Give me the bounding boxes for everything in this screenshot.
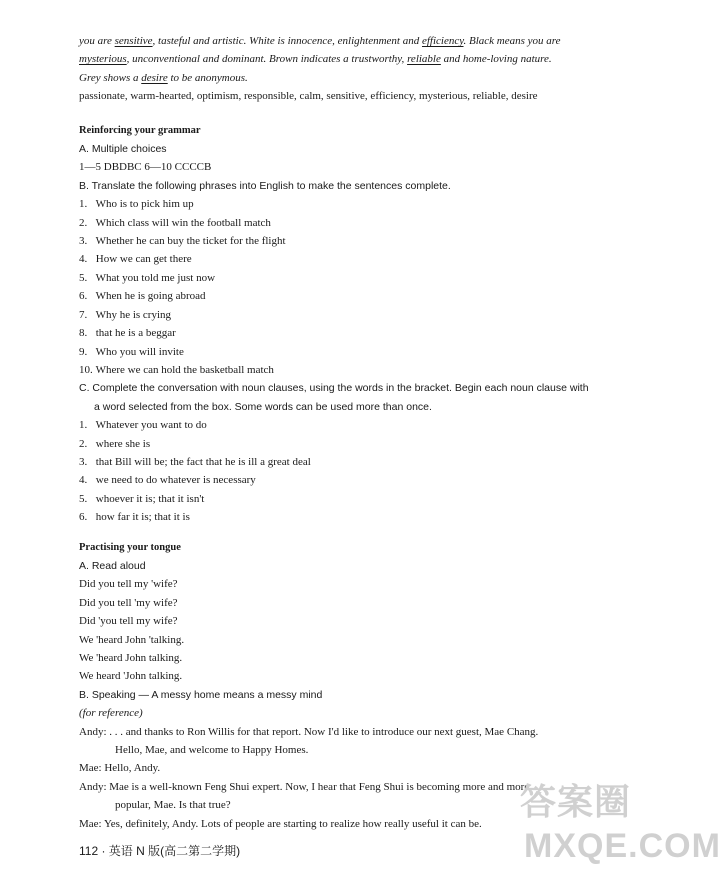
item-text: How we can get there [95,253,192,266]
list-item [79,287,639,305]
list-item [79,195,639,213]
speaking-title: B. Speaking — A messy home means a messy mind [79,688,323,701]
item-text: What you told me just now [95,271,216,284]
page-content [79,32,639,833]
item-text: Whatever you want to do [95,419,207,432]
part-b-title: B. Translate the following phrases into English to make the sentences complete. [79,179,451,192]
page-footer: 112 · 英语 N 版(高二第二学期) [79,844,241,858]
list-item [79,471,639,489]
text: . Black means you are [463,35,561,47]
item-number: 1. [79,198,88,211]
read-aloud-sentence: Did 'you tell my wife? [79,615,178,628]
read-aloud-sentence: We 'heard John 'talking. [79,633,185,646]
part-c-list [79,416,639,526]
read-aloud-sentence: We heard 'John talking. [79,670,183,683]
speech-text: . . . and thanks to Ron Willis for that report. Now I'd like to introduce our next guest, Mae Chang. [106,725,539,738]
speech-continuation: popular, Mae. Is that true? [115,799,231,812]
list-item [79,435,639,453]
item-number: 4. [79,474,88,487]
item-text: where she is [95,437,151,450]
item-number: 9. [79,345,88,358]
list-item [79,490,639,508]
section-heading-grammar: Reinforcing your grammar [79,124,201,136]
item-number: 10. [79,363,93,376]
read-aloud-list [79,575,639,685]
list-item [79,508,639,526]
answer-word: sensitive [114,35,153,47]
dialogue-line [79,723,639,741]
list-item [79,361,639,379]
watermark-logo: 答案圈 [520,781,632,822]
speaker-name: Mae: [79,762,102,775]
item-number: 2. [79,216,88,229]
read-aloud-sentence: Did you tell 'my wife? [79,596,178,609]
read-aloud-title: A. Read aloud [79,559,146,572]
intro-line-3 [79,69,639,87]
speaker-name: Mae: [79,817,102,830]
list-item [79,232,639,250]
section-heading-tongue: Practising your tongue [79,541,181,553]
item-text: we need to do whatever is necessary [95,474,256,487]
item-text: that Bill will be; the fact that he is ill a great deal [95,455,311,468]
reference-note: (for reference) [79,707,143,720]
list-item [79,416,639,434]
part-c-title-cont: a word selected from the box. Some words can be used more than once. [94,400,432,413]
speech-text: Yes, definitely, Andy. Lots of people are starting to realize how really useful it can be. [101,817,482,830]
item-text: When he is going abroad [95,290,206,303]
item-number: 3. [79,455,88,468]
list-item [79,269,639,287]
item-text: Why he is crying [95,308,172,321]
part-b-list [79,195,639,379]
item-number: 6. [79,290,88,303]
speaker-name: Andy: [79,780,107,793]
speech-continuation: Hello, Mae, and welcome to Happy Homes. [115,744,309,757]
item-text: how far it is; that it is [95,511,190,524]
answer-word: desire [141,71,168,84]
text: you are [79,35,115,47]
read-aloud-sentence: We 'heard John talking. [79,652,183,664]
list-item [79,250,639,268]
text: Grey shows a [79,71,142,84]
list-item [79,306,639,324]
item-number: 1. [79,419,88,432]
watermark-url: MXQE.COM [524,827,721,865]
text: , tasteful and artistic. White is innocence, enlightenment and [152,35,422,47]
part-a-answers: 1—5 DBDBC 6—10 CCCCB [79,161,212,174]
item-text: Whether he can buy the ticket for the flight [95,235,286,248]
item-text: whoever it is; that it isn't [95,492,205,505]
intro-line-2 [79,50,639,68]
item-number: 2. [79,437,88,450]
answer-word: reliable [407,53,441,66]
item-text: Who is to pick him up [95,198,194,211]
speech-text: Hello, Andy. [101,762,161,775]
item-number: 5. [79,271,88,284]
answer-word: mysterious [79,53,127,66]
item-number: 7. [79,308,88,321]
speaker-name: Andy: [79,725,107,738]
part-a-title: A. Multiple choices [79,143,167,156]
text: , unconventional and dominant. Brown indicates a trustworthy, [126,53,408,66]
item-text: Which class will win the football match [95,216,271,229]
item-text: Who you will invite [95,345,184,358]
intro-line-1 [79,32,639,50]
speech-text: Mae is a well-known Feng Shui expert. Now, I hear that Feng Shui is becoming more and more [106,780,530,793]
item-number: 3. [79,235,88,248]
item-text: Where we can hold the basketball match [95,363,274,376]
item-number: 6. [79,511,88,524]
text: and home-loving nature. [440,53,552,66]
item-number: 8. [79,327,88,340]
item-text: that he is a beggar [95,327,176,340]
read-aloud-sentence: Did you tell my 'wife? [79,578,178,591]
text: to be anonymous. [167,71,248,84]
part-c-title: C. Complete the conversation with noun clauses, using the words in the bracket. Begin each noun clause with [79,382,589,395]
list-item [79,343,639,361]
answer-word: efficiency [421,35,464,47]
list-item [79,453,639,471]
answer-word-list: passionate, warm-hearted, optimism, responsible, calm, sensitive, efficiency, mysterious, reliable, desire [79,90,538,103]
item-number: 5. [79,492,88,505]
list-item [79,324,639,342]
list-item [79,214,639,232]
item-number: 4. [79,253,88,266]
